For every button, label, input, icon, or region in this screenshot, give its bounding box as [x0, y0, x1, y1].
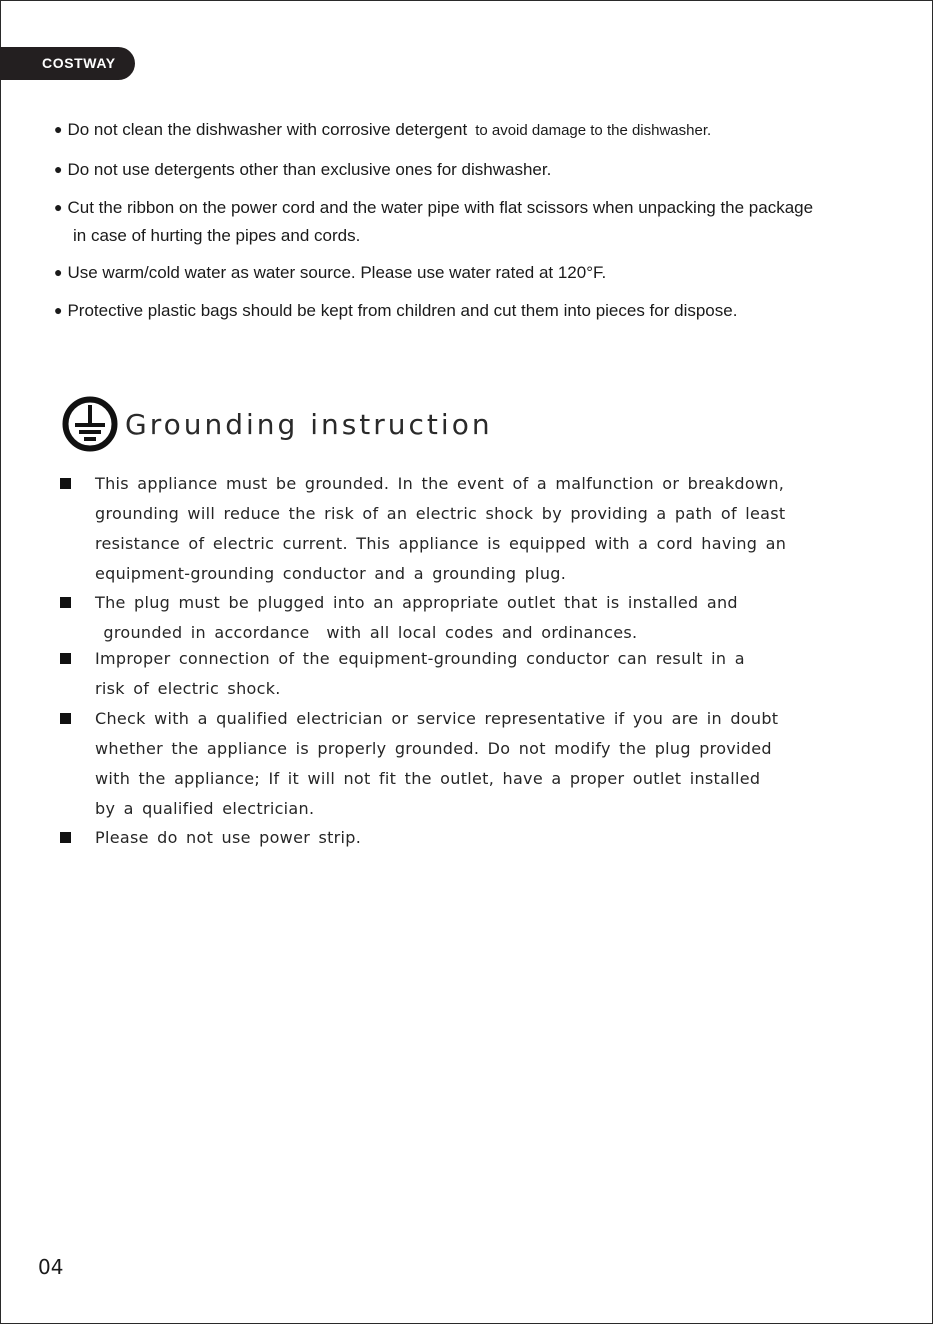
note-text-continued: in case of hurting the pipes and cords. [73, 226, 361, 245]
bullet-dot-icon: ● [54, 264, 63, 280]
square-bullet-icon [60, 597, 71, 608]
note-item [54, 198, 813, 246]
item-line: This appliance must be grounded. In the event of a malfunction or breakdown, [95, 474, 785, 493]
square-bullet-icon [60, 713, 71, 724]
square-bullet-icon [60, 478, 71, 489]
item-line: Please do not use power strip. [95, 828, 362, 847]
section-heading: Grounding instruction [125, 408, 493, 441]
item-line: with the appliance; If it will not fit the outlet, have a proper outlet installed [95, 769, 761, 788]
square-bullet-icon [60, 653, 71, 664]
note-item [54, 120, 711, 140]
brand-tab [0, 47, 135, 80]
note-item [54, 160, 551, 180]
brand-logo: COSTWAY [42, 55, 116, 71]
item-line: risk of electric shock. [95, 679, 281, 698]
item-line: equipment-grounding conductor and a grounding plug. [95, 564, 567, 583]
square-bullet-icon [60, 832, 71, 843]
item-line: The plug must be plugged into an appropriate outlet that is installed and [95, 593, 738, 612]
bullet-dot-icon: ● [54, 161, 63, 177]
item-line: resistance of electric current. This appliance is equipped with a cord having an [95, 534, 787, 553]
item-line: Check with a qualified electrician or service representative if you are in doubt [95, 709, 779, 728]
note-text: Do not use detergents other than exclusive ones for dishwasher. [67, 160, 552, 179]
note-text: Protective plastic bags should be kept from children and cut them into pieces for dispose. [67, 301, 738, 320]
note-text: Use warm/cold water as water source. Please use water rated at 120°F. [67, 263, 607, 282]
note-text-small: to avoid damage to the dishwasher. [475, 122, 712, 139]
item-line: whether the appliance is properly grounded. Do not modify the plug provided [95, 739, 772, 758]
note-text: Cut the ribbon on the power cord and the water pipe with flat scissors when unpacking the package [67, 198, 814, 217]
item-line: grounding will reduce the risk of an electric shock by providing a path of least [95, 504, 786, 523]
note-text: Do not clean the dishwasher with corrosive detergent [67, 120, 468, 139]
page-number: 04 [38, 1255, 64, 1279]
note-item [54, 263, 606, 283]
bullet-dot-icon: ● [54, 302, 63, 318]
item-line: grounded in accordance with all local codes and ordinances. [95, 623, 638, 642]
note-item [54, 301, 737, 321]
ground-symbol-icon [62, 396, 118, 452]
bullet-dot-icon: ● [54, 199, 63, 215]
bullet-dot-icon: ● [54, 121, 63, 137]
item-line: Improper connection of the equipment-grounding conductor can result in a [95, 649, 745, 668]
item-line: by a qualified electrician. [95, 799, 315, 818]
